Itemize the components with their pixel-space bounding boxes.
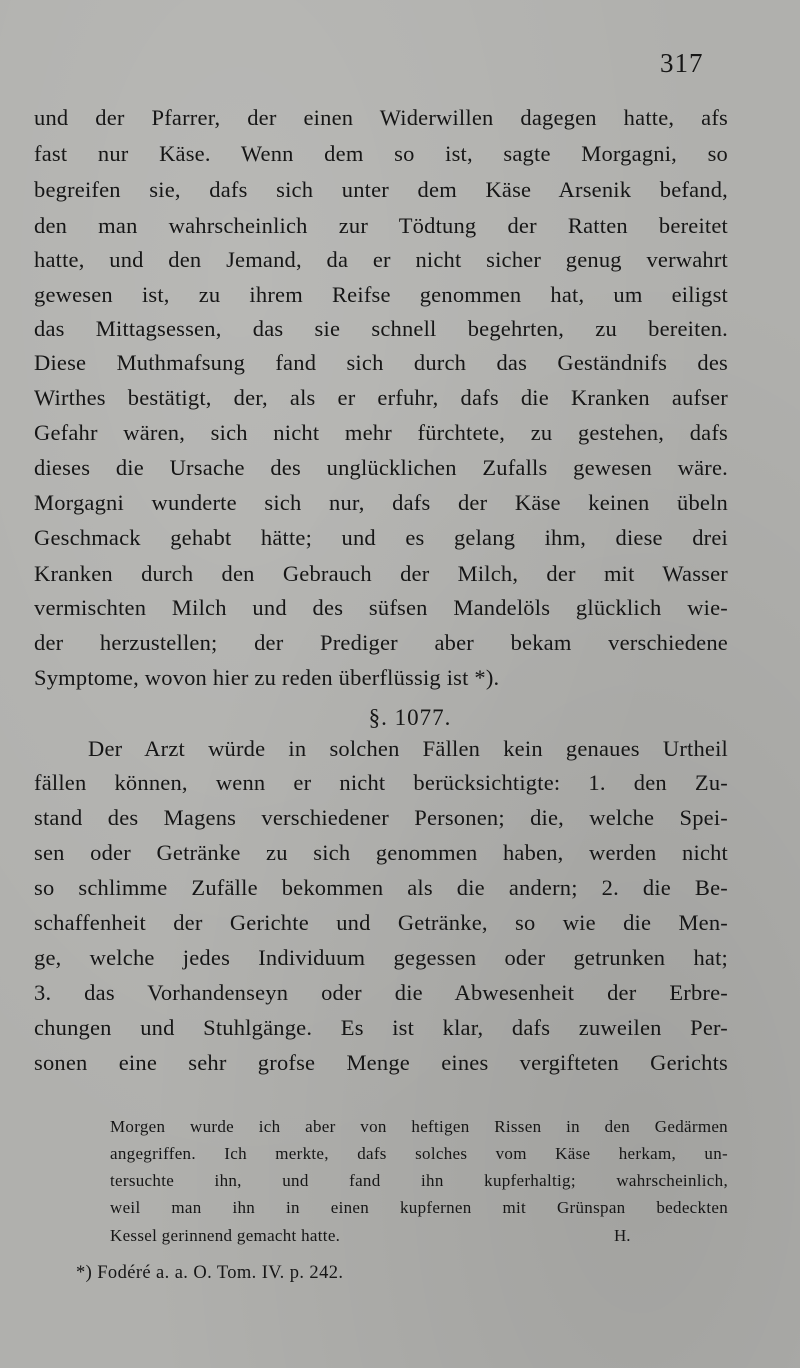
text-line: fällen können, wenn er nicht berücksichtigte: 1. den Zu- <box>34 770 728 795</box>
text-line: dieses die Ursache des unglücklichen Zufalls gewesen wäre. <box>34 455 728 480</box>
text-line: der herzustellen; der Prediger aber bekam verschiedene <box>34 630 728 655</box>
text-line: sonen eine sehr grofse Menge eines vergifteten Gerichts <box>34 1050 728 1075</box>
text-line: ge, welche jedes Individuum gegessen oder getrunken hat; <box>34 945 728 970</box>
text-line: Kranken durch den Gebrauch der Milch, der mit Wasser <box>34 561 728 586</box>
text-line: hatte, und den Jemand, da er nicht sicher genug verwahrt <box>34 247 728 272</box>
text-line: schaffenheit der Gerichte und Getränke, so wie die Men- <box>34 910 728 935</box>
text-line: Symptome, wovon hier zu reden überflüssig ist *). <box>34 665 500 690</box>
section-heading: §. 1077. <box>368 705 452 730</box>
text-line: 3. das Vorhandenseyn oder die Abwesenheit der Erbre- <box>34 980 728 1005</box>
text-line: chungen und Stuhlgänge. Es ist klar, dafs zuweilen Per- <box>34 1015 728 1040</box>
footnote-line: Kessel gerinnend gemacht hatte. <box>110 1226 341 1245</box>
text-line: so schlimme Zufälle bekommen als die andern; 2. die Be- <box>34 875 728 900</box>
footnote-line: Morgen wurde ich aber von heftigen Rissen in den Gedärmen <box>110 1117 728 1136</box>
text-line: gewesen ist, zu ihrem Reifse genommen hat, um eiligst <box>34 282 728 307</box>
text-line: Gefahr wären, sich nicht mehr fürchtete, zu gestehen, dafs <box>34 420 728 445</box>
text-line: den man wahrscheinlich zur Tödtung der Ratten bereitet <box>34 213 728 238</box>
text-line: Diese Muthmafsung fand sich durch das Geständnifs des <box>34 350 728 375</box>
text-line: und der Pfarrer, der einen Widerwillen dagegen hatte, afs <box>34 105 728 130</box>
footnote-line: angegriffen. Ich merkte, dafs solches vom Käse herkam, un- <box>110 1144 728 1163</box>
text-line: sen oder Getränke zu sich genommen haben, werden nicht <box>34 840 728 865</box>
text-line: stand des Magens verschiedener Personen; die, welche Spei- <box>34 805 728 830</box>
text-line: fast nur Käse. Wenn dem so ist, sagte Morgagni, so <box>34 141 728 166</box>
page-number: 317 <box>660 48 704 78</box>
footnote-signature: H. <box>614 1226 631 1245</box>
text-line: Wirthes bestätigt, der, als er erfuhr, dafs die Kranken aufser <box>34 385 728 410</box>
footnote-line: tersuchte ihn, und fand ihn kupferhaltig; wahrscheinlich, <box>110 1171 728 1190</box>
text-line: Der Arzt würde in solchen Fällen kein genaues Urtheil <box>88 736 728 761</box>
reference-footnote: *) Fodéré a. a. O. Tom. IV. p. 242. <box>76 1263 344 1283</box>
text-line: das Mittagsessen, das sie schnell begehrten, zu bereiten. <box>34 316 728 341</box>
footnote-line: weil man ihn in einen kupfernen mit Grünspan bedeckten <box>110 1198 728 1217</box>
text-line: Morgagni wunderte sich nur, dafs der Käse keinen übeln <box>34 490 728 515</box>
text-line: vermischten Milch und des süfsen Mandelöls glücklich wie- <box>34 595 728 620</box>
text-line: Geschmack gehabt hätte; und es gelang ihm, diese drei <box>34 525 728 550</box>
text-line: begreifen sie, dafs sich unter dem Käse Arsenik befand, <box>34 177 728 202</box>
